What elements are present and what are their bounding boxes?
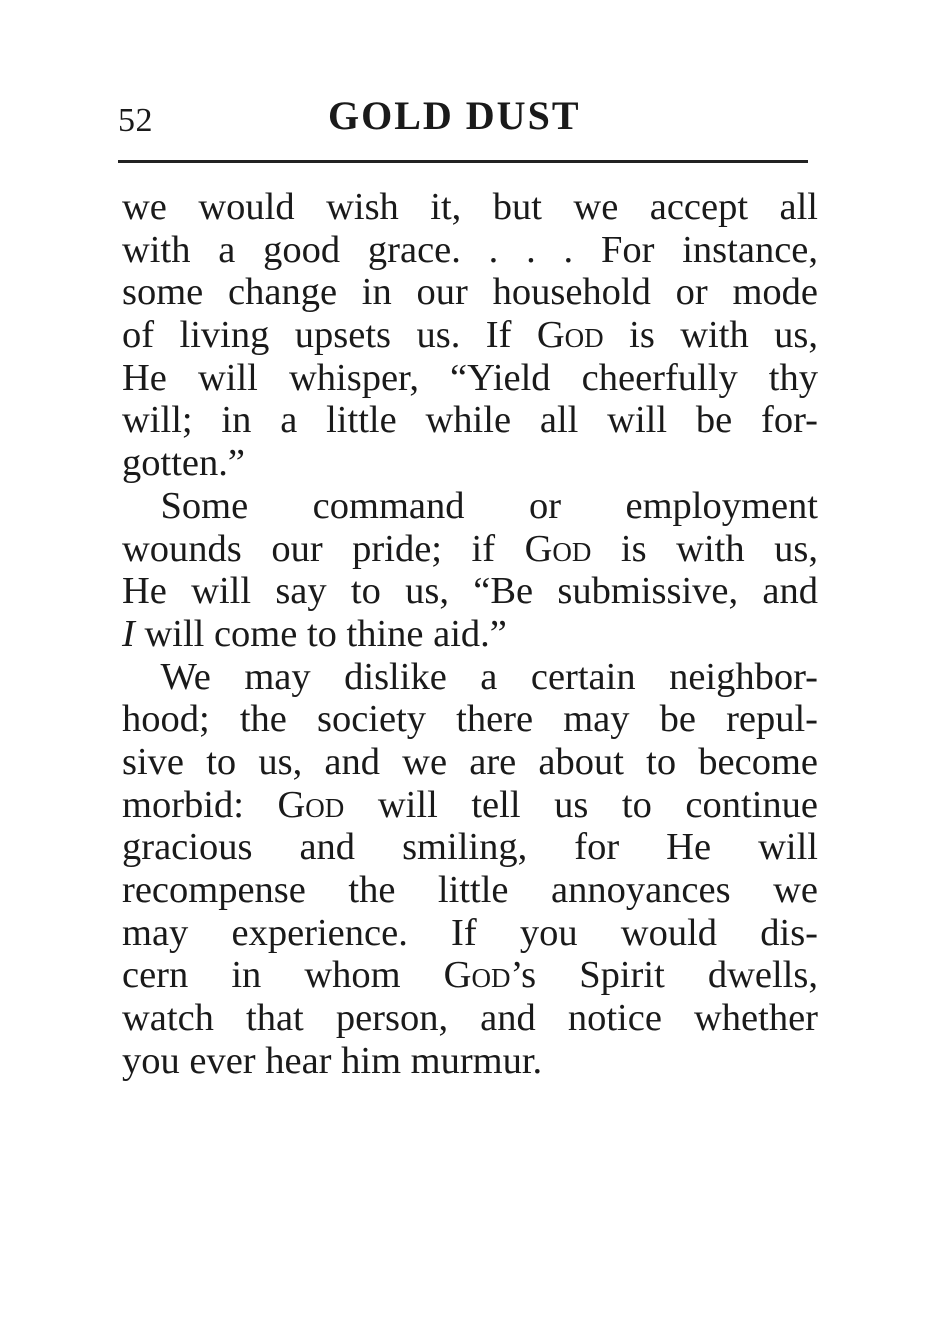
text-line: morbid: God will tell us to continue [122, 783, 818, 826]
divine-name: God [443, 954, 511, 997]
text-line: We may dislike a certain neighbor- [122, 655, 818, 698]
running-head [118, 92, 818, 142]
text-line: wounds our pride; if God is with us, [122, 527, 818, 570]
emphasis: I [122, 612, 135, 655]
divine-name: God [536, 314, 604, 357]
text-line: He will whisper, “Yield cheerfully thy [122, 356, 818, 399]
text-line: may experience. If you would dis- [122, 911, 818, 954]
text-line: you ever hear him murmur. [122, 1039, 543, 1082]
text-line: hood; the society there may be repul- [122, 698, 818, 741]
page-number: 52 [118, 102, 153, 139]
text-line: we would wish it, but we accept all [122, 186, 818, 228]
text-line: He will say to us, “Be submissive, and [122, 570, 818, 613]
text-line: of living upsets us. If God is with us, [122, 314, 818, 357]
text-line: Some command or employment [122, 484, 818, 527]
text-line: recompense the little annoyances we [122, 869, 818, 911]
text-line: will; in a little while all will be for- [122, 399, 818, 442]
text-line: I will come to thine aid.” [122, 612, 507, 655]
divine-name: God [277, 783, 345, 826]
header-rule [118, 160, 808, 163]
text-line: with a good grace. . . . For instance, [122, 228, 818, 271]
body-text [122, 186, 818, 1082]
text-line: sive to us, and we are about to become [122, 740, 818, 783]
text-line: gotten.” [122, 442, 245, 485]
text-line: cern in whom God’s Spirit dwells, [122, 954, 818, 997]
text-line: gracious and smiling, for He will [122, 826, 818, 869]
divine-name: God [524, 527, 592, 570]
text-line: some change in our household or mode [122, 271, 818, 314]
text-line: watch that person, and notice whether [122, 997, 818, 1040]
running-title: GOLD DUST [328, 93, 581, 138]
